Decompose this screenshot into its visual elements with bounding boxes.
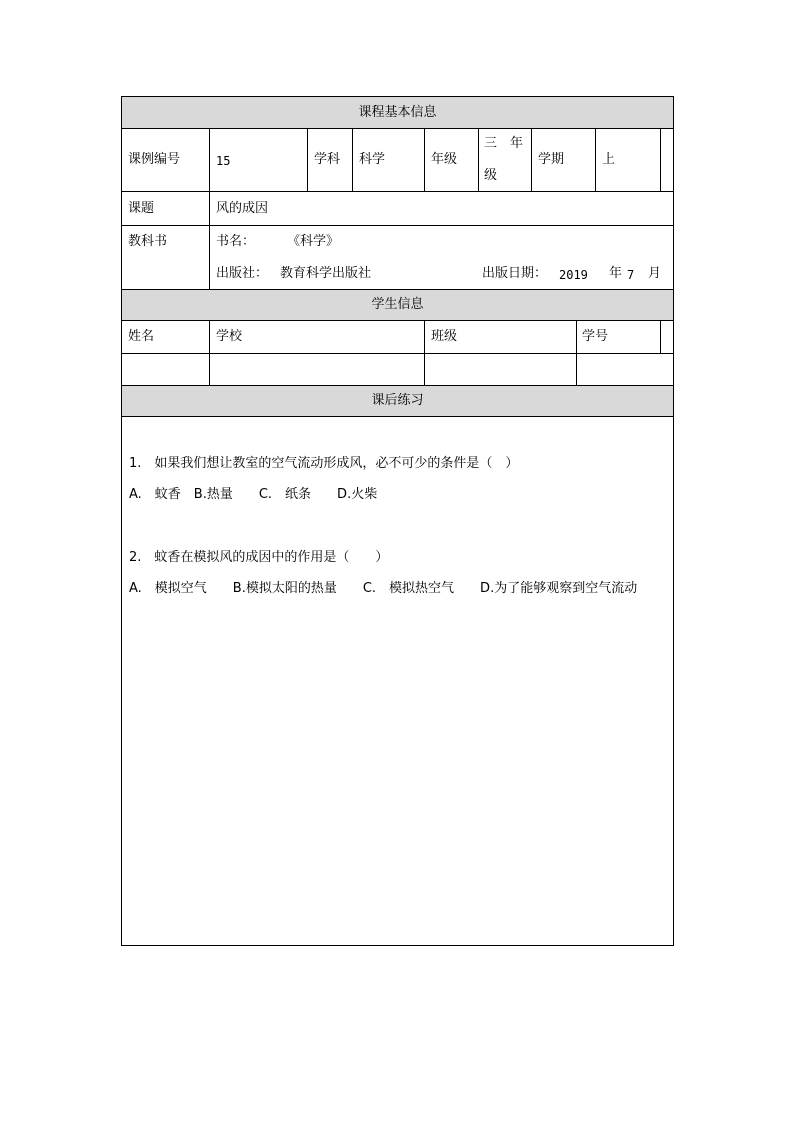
student-number-label: 学号 — [582, 329, 609, 344]
publisher-label: 出版社： — [216, 266, 269, 281]
question-2-options: A. 模拟空气 B.模拟太阳的热量 C. 模拟热空气 D.为了能够观察到空气流动 — [129, 581, 638, 596]
grade-value-line2: 级 — [484, 168, 498, 183]
book-name-value: 《科学》 — [287, 234, 340, 249]
textbook-label: 教科书 — [128, 234, 168, 249]
student-class-field[interactable] — [426, 354, 575, 384]
col-divider — [424, 128, 425, 191]
grade-label: 年级 — [431, 152, 458, 167]
course-id-label: 课例编号 — [128, 152, 181, 167]
pub-month: 7 — [627, 268, 635, 282]
topic-value: 风的成因 — [216, 201, 269, 216]
grade-value-line1: 三 年 — [484, 136, 524, 151]
col-divider — [307, 128, 308, 191]
topic-label: 课题 — [128, 201, 155, 216]
homework-title: 课后练习 — [371, 393, 424, 408]
subject-label: 学科 — [314, 152, 341, 167]
student-class-label: 班级 — [431, 329, 458, 344]
pub-year: 2019 — [559, 268, 588, 282]
col-divider — [352, 128, 353, 191]
question-1-options: A. 蚊香 B.热量 C. 纸条 D.火柴 — [129, 487, 378, 502]
course-info-title: 课程基本信息 — [358, 105, 437, 120]
pub-year-char: 年 — [609, 266, 623, 281]
pub-month-char: 月 — [648, 266, 662, 281]
question-2-stem: 2. 蚊香在模拟风的成因中的作用是（ ） — [129, 550, 389, 565]
row-divider — [122, 289, 673, 290]
student-info-title: 学生信息 — [371, 297, 424, 312]
subject-value: 科学 — [359, 152, 386, 167]
term-label: 学期 — [538, 152, 565, 167]
col-divider — [209, 128, 210, 289]
col-divider — [478, 128, 479, 191]
student-name-label: 姓名 — [128, 329, 155, 344]
term-value: 上 — [602, 152, 616, 167]
pub-date-label: 出版日期： — [482, 266, 548, 281]
row-divider — [122, 416, 673, 417]
lesson-sheet — [121, 96, 674, 946]
col-divider — [595, 128, 596, 191]
row-divider — [122, 191, 673, 192]
student-school-label: 学校 — [216, 329, 243, 344]
publisher-value: 教育科学出版社 — [280, 266, 372, 281]
col-divider — [576, 320, 577, 385]
col-divider — [424, 320, 425, 385]
student-school-field[interactable] — [211, 354, 423, 384]
student-number-field[interactable] — [578, 354, 672, 384]
row-divider — [122, 225, 673, 226]
row-divider — [122, 128, 673, 129]
col-divider — [209, 320, 210, 385]
row-divider — [122, 385, 673, 386]
col-divider — [660, 128, 661, 191]
student-name-field[interactable] — [123, 354, 208, 384]
question-1-stem: 1. 如果我们想让教室的空气流动形成风，必不可少的条件是（ ） — [129, 456, 519, 471]
row-divider — [122, 320, 673, 321]
course-id-value: 15 — [216, 154, 231, 168]
book-name-label: 书名： — [216, 234, 256, 249]
col-divider — [531, 128, 532, 191]
col-divider — [660, 320, 661, 353]
